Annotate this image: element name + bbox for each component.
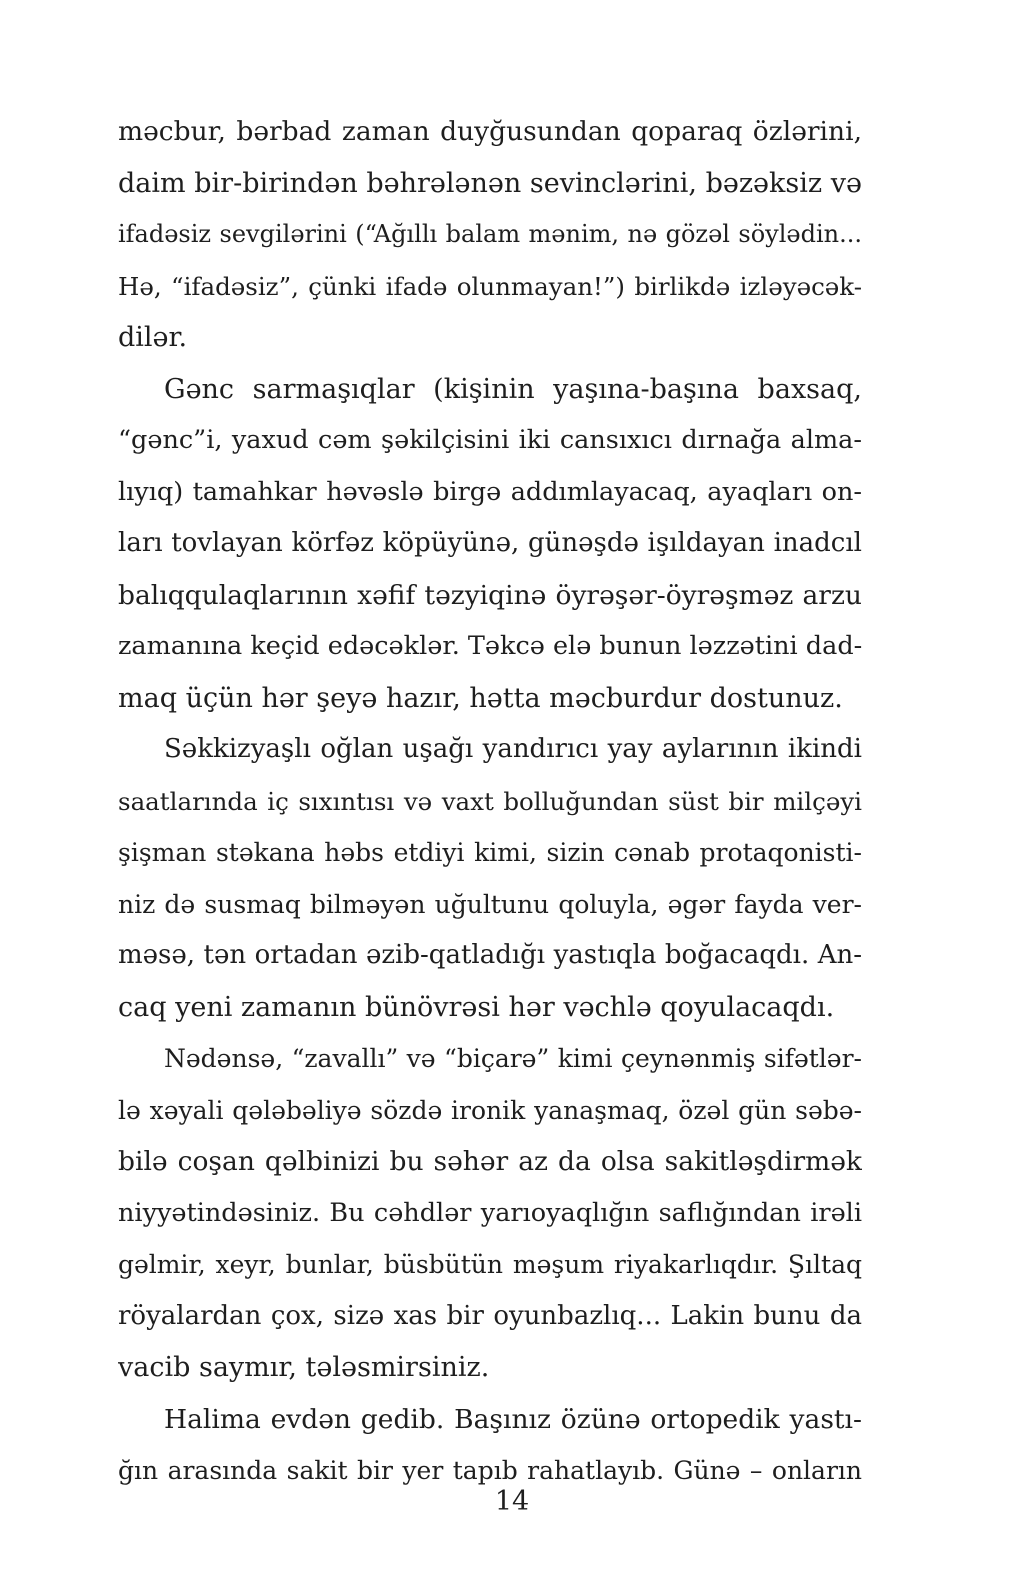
text-line: dilər. [118, 322, 188, 353]
text-line: vacib saymır, tələsmirsiniz. [118, 1352, 490, 1383]
paragraph [118, 1394, 862, 1497]
text-line: niyyətindəsiniz. Bu cəhdlər yarıoyaqlığın saflığından irəli [118, 1197, 862, 1228]
text-line: balıqqulaqlarının xəfif təzyiqinə öyrəşər-öyrəşməz arzu [118, 579, 862, 611]
text-line: daim bir-birindən bəhrələnən sevinclərini, bəzəksiz və [118, 167, 862, 199]
text-line: röyalardan çox, sizə xas bir oyunbazlıq... Lakin bunu da [118, 1300, 862, 1331]
text-line: ları tovlayan körfəz köpüyünə, günəşdə işıldayan inadcıl [118, 528, 862, 558]
paragraph [118, 106, 862, 364]
text-line: bilə coşan qəlbinizi bu səhər az da olsa sakitləşdirmək [118, 1146, 862, 1177]
text-line: Halima evdən gedib. Başınız özünə ortopedik yastı- [164, 1403, 862, 1435]
text-line: maq üçün hər şeyə hazır, hətta məcburdur dostunuz. [118, 682, 843, 714]
text-line: Gənc sarmaşıqlar (kişinin yaşına-başına baxsaq, [164, 373, 862, 405]
text-line: Səkkizyaşlı oğlan uşağı yandırıcı yay aylarının ikindi [164, 734, 862, 764]
text-line: caq yeni zamanın bünövrəsi hər vəchlə qoyulacaqdı. [118, 991, 835, 1023]
text-line: zamanına keçid edəcəklər. Təkcə elə bunun ləzzətini dad- [118, 631, 862, 661]
paragraph [118, 724, 862, 1033]
text-line: niz də susmaq bilməyən uğultunu qoluyla, əgər fayda ver- [118, 889, 862, 919]
text-line: gəlmir, xeyr, bunlar, büsbütün məşum riyakarlıqdır. Şıltaq [118, 1250, 862, 1279]
paragraph [118, 364, 862, 725]
paragraph [118, 1033, 862, 1394]
text-line: “gənc”i, yaxud cəm şəkilçisini iki cansıxıcı dırnağa alma- [118, 425, 862, 455]
text-line: şişman stəkana həbs etdiyi kimi, sizin cənab protaqonisti- [118, 838, 862, 867]
text-line: Nədənsə, “zavallı” və “biçarə” kimi çeynənmiş sifətlər- [164, 1044, 862, 1073]
page-number: 14 [494, 1486, 530, 1517]
text-line: məcbur, bərbad zaman duyğusundan qoparaq özlərini, [118, 116, 862, 147]
text-line: saatlarında iç sıxıntısı və vaxt bolluğundan süst bir milçəyi [118, 786, 862, 816]
book-page-body [118, 106, 862, 1497]
text-line: ğın arasında sakit bir yer tapıb rahatlayıb. Günə – onların [118, 1456, 862, 1485]
text-line: lə xəyali qələbəliyə sözdə ironik yanaşmaq, özəl gün səbə- [118, 1095, 862, 1125]
text-line: lıyıq) tamahkar həvəslə birgə addımlayacaq, ayaqları on- [118, 476, 862, 507]
text-line: Hə, “ifadəsiz”, çünki ifadə olunmayan!”) birlikdə izləyəcək- [118, 271, 862, 301]
text-line: məsə, tən ortadan əzib-qatladığı yastıqla boğacaqdı. An- [118, 940, 862, 970]
text-line: ifadəsiz sevgilərini (“Ağıllı balam mənim, nə gözəl söylədin... [118, 220, 862, 248]
